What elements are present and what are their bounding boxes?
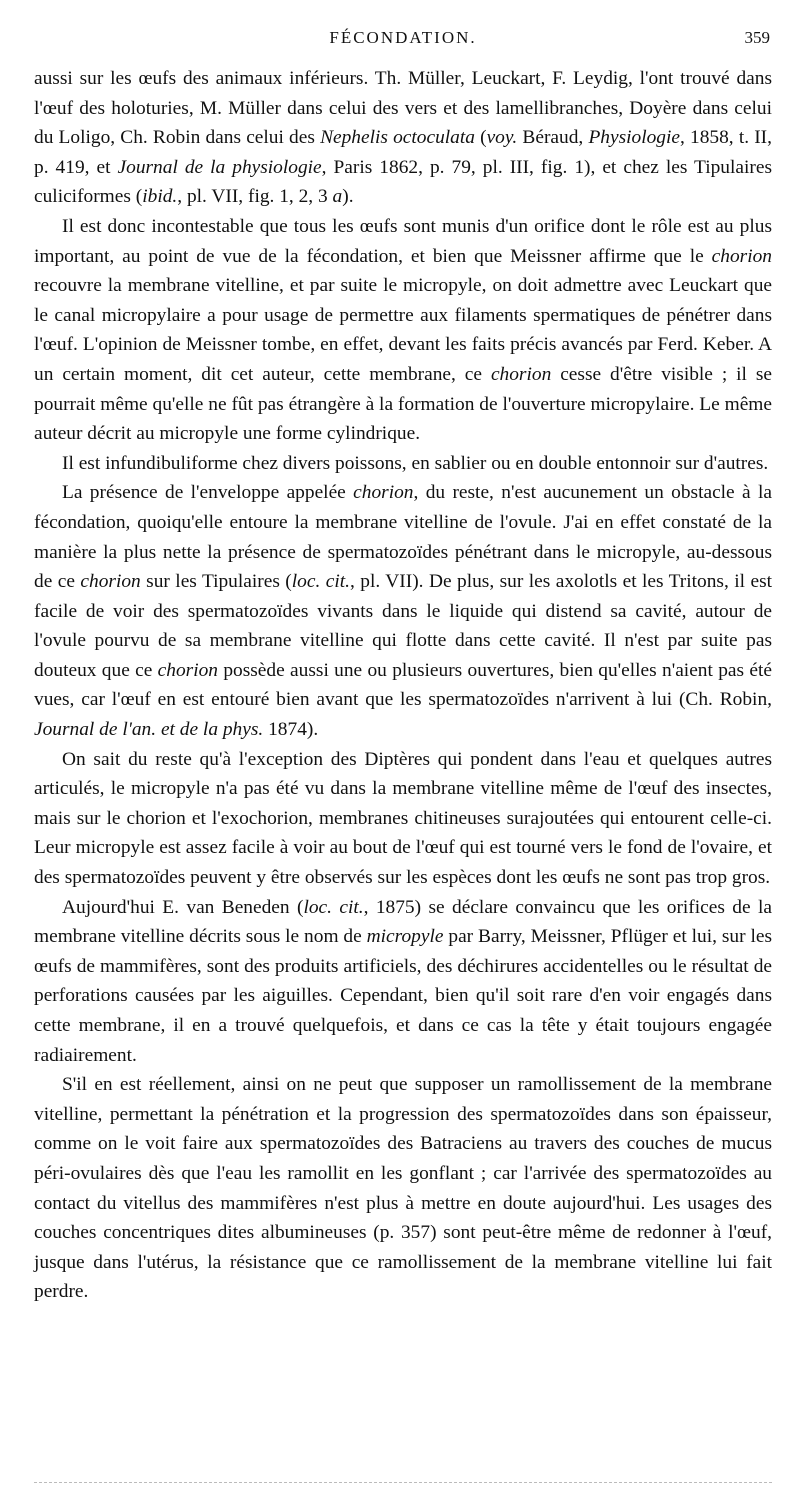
italic-run: loc. cit. (291, 571, 350, 593)
paragraph (34, 478, 772, 744)
italic-run: chorion (157, 659, 218, 681)
page-bottom-rule (34, 1482, 772, 1483)
text-run: S'il en est réellement, ainsi on ne peut que supposer un ramollissement de la membrane vitelline, permettant la pénétration et la progression des spermatozoïdes dans son épaisseur, comme on le voit faire aux spermatozoïdes des Batraciens au travers des couches de mucus péri-ovulaires dès que l'eau les ramollit en les gonflant ; car l'arrivée des spermatozoïdes au contact du vitellus des mammifères n'est plus à mettre en doute aujourd'hui. Les usages des couches concentriques dites albumineuses (p. 357) sont peut-être même de redonner à l'œuf, jusque dans l'utérus, la résistance que ce ramollissement de la membrane vitelline lui fait perdre. (34, 1074, 772, 1303)
paragraph (34, 893, 772, 1071)
italic-run: chorion (80, 571, 141, 593)
text-run: La présence de l'enveloppe appelée (62, 482, 354, 504)
paragraph (34, 212, 772, 449)
italic-run: Journal de l'an. et de la phys. (34, 719, 264, 741)
italic-run: Journal de la physiologie (117, 156, 322, 178)
italic-run: chorion (353, 482, 414, 504)
running-title: FÉCONDATION. (329, 28, 477, 47)
book-page (34, 28, 772, 1307)
italic-run: a (332, 186, 343, 208)
italic-run: micropyle (366, 926, 444, 948)
italic-run: voy. (486, 127, 518, 149)
text-run: sur les Tipulaires ( (140, 571, 292, 593)
italic-run: chorion (490, 363, 552, 385)
text-run: Il est infundibuliforme chez divers poissons, en sablier ou en double entonnoir sur d'autres. (62, 452, 769, 474)
text-run: ( (474, 127, 487, 149)
text-run: On sait du reste qu'à l'exception des Diptères qui pondent dans l'eau et quelques autres articulés, le micropyle n'a pas été vu dans la membrane vitelline même de l'œuf des insectes, mais sur le chorion et l'exochorion, membranes chitineuses surajoutées qui entourent celle-ci. Leur micropyle est assez facile à voir au bout de l'œuf qui est tourné vers le fond de l'ovaire, et des spermatozoïdes peuvent y être observés sur les espèces dont les œufs ne sont pas trop gros. (34, 748, 772, 889)
italic-run: Physiologie (588, 127, 681, 149)
page-number: 359 (744, 28, 770, 47)
text-run: , du reste, n'est aucunement un obstacle à la fécondation, quoiqu'elle entoure la membrane vitelline de l'ovule. J'ai en effet constaté de la manière la plus nette la présence de spermatozoïdes pénétrant dans le micropyle, au-dessous de ce (34, 482, 772, 593)
text-run: aussi sur les œufs des animaux inférieurs. Th. Müller, Leuckart, F. Leydig, l'ont trouvé dans l'œuf des holoturies, M. Müller dans celui des vers et des lamellibranches, Doyère dans celui du Loligo, Ch. Robin dans celui des (34, 68, 772, 149)
body-text (34, 64, 772, 1307)
paragraph (34, 449, 772, 479)
text-run: cesse d'être visible ; il se pourrait même qu'elle ne fût pas étrangère à la formation de l'ouverture micropylaire. Le même auteur décrit au micropyle une forme cylindrique. (34, 363, 772, 445)
text-run: , 1858, t. II, p. 419, et (34, 127, 772, 178)
text-run: 1874). (263, 719, 319, 741)
italic-run: ibid. (142, 186, 178, 208)
text-run: , pl. VII). De plus, sur les axolotls et les Tritons, il est facile de voir des spermatozoïdes vivants dans le liquide qui distend sa cavité, autour de l'ovule pourvu de sa membrane vitelline qui flotte dans cette cavité. Il n'est par suite pas douteux que ce (34, 571, 773, 681)
italic-run: Nephelis octoculata (320, 127, 475, 149)
text-run: recouvre la membrane vitelline, et par suite le micropyle, on doit admettre avec Leuckart que le canal micropylaire a pour usage de permettre aux filaments spermatiques de pénétrer dans l'œuf. L'opinion de Meissner tombe, en effet, devant les faits précis avancés par Ferd. Keber. A un certain moment, dit cet auteur, cette membrane, ce (34, 275, 772, 385)
paragraph (34, 745, 772, 893)
text-run: Aujourd'hui E. van Beneden ( (62, 896, 304, 918)
paragraph (34, 1070, 772, 1307)
text-run: , pl. VII, fig. 1, 2, 3 (177, 186, 333, 208)
text-run: , Paris 1862, p. 79, pl. III, fig. 1), et chez les Tipulaires culiciformes ( (34, 156, 772, 208)
text-run: Béraud, (517, 127, 589, 149)
page-header (34, 28, 772, 54)
text-run: , 1875) se déclare convaincu que les orifices de la membrane vitelline décrits sous le nom de (34, 896, 772, 948)
text-run: Il est donc incontestable que tous les œufs sont munis d'un orifice dont le rôle est au plus important, au point de vue de la fécondation, et bien que Meissner affirme que le (34, 215, 772, 267)
text-run: possède aussi une ou plusieurs ouvertures, bien qu'elles n'aient pas été vues, car l'œuf en est entouré bien avant que les spermatozoïdes n'arrivent à lui (Ch. Robin, (34, 659, 772, 711)
text-run: par Barry, Meissner, Pflüger et lui, sur les œufs de mammifères, sont des produits artificiels, des déchirures accidentelles ou le résultat de perforations causées par les aiguilles. Cependant, bien qu'il soit rare d'en voir engagés dans cette membrane, il en a trouvé quelquefois, et dans ce cas la tête y était toujours engagée radiairement. (34, 926, 772, 1066)
paragraph (34, 64, 772, 212)
italic-run: chorion (711, 245, 772, 267)
text-run: ). (342, 186, 354, 208)
italic-run: loc. cit. (303, 896, 364, 918)
